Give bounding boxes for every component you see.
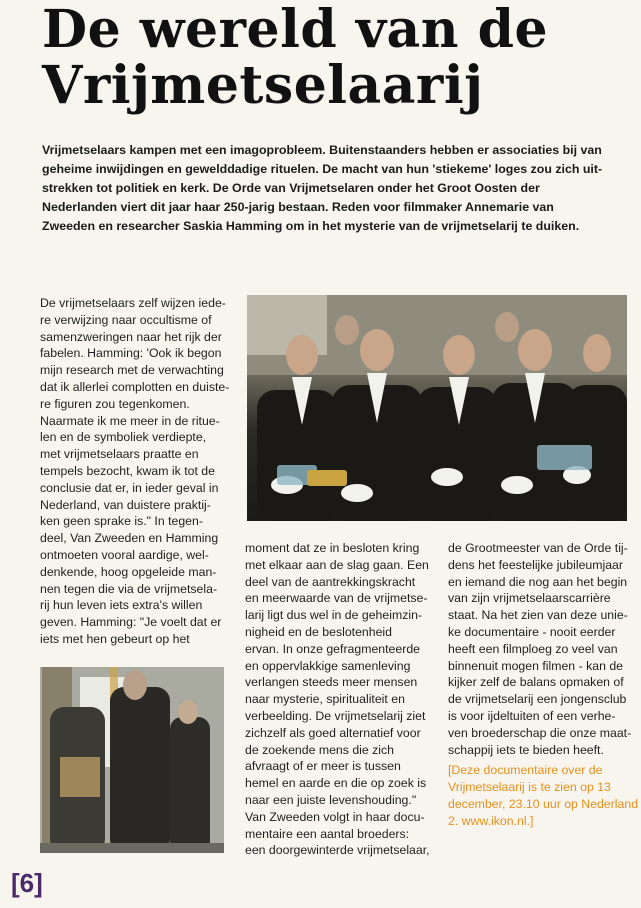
body-line: dat ik allerlei complotten en duiste- xyxy=(40,379,230,394)
body-line: de zoekende mens die zich xyxy=(245,742,395,757)
body-line: met elkaar aan de slag gaan. Een xyxy=(245,557,429,572)
title-line-1: De wereld van de xyxy=(42,0,549,60)
body-line: naar een juiste levenshouding." xyxy=(245,792,417,807)
body-line: Van Zweeden volgt in haar docu- xyxy=(245,809,425,824)
body-line: nen tegen die via de vrijmetsela- xyxy=(40,581,218,596)
body-line: staat. Na het zien van deze unie- xyxy=(448,608,628,623)
lead-line: geheime inwijdingen en gewelddadige rituelen. De macht van hun 'stiekeme' loges zou zich uit- xyxy=(42,162,603,176)
body-line: Nederland, van duistere praktij- xyxy=(40,497,211,512)
body-line: is voor ijdeltuiten of een verhe- xyxy=(448,708,616,723)
body-line: deel van de aantrekkingskracht xyxy=(245,574,416,589)
body-line: de vrijmetselarij een jongensclub xyxy=(448,692,627,707)
body-line: iets met hen gebeurt op het xyxy=(40,631,190,646)
note-line: Vrijmetselaarij is te zien op 13 xyxy=(448,780,611,795)
photo-illustration xyxy=(40,667,224,853)
body-line: zichzelf als goed alternatief voor xyxy=(245,725,421,740)
body-line: ke documentaire - nooit eerder xyxy=(448,624,616,639)
body-line: verlangen steeds meer mensen xyxy=(245,675,418,690)
body-line: naar mysterie, spiritualiteit en xyxy=(245,692,405,707)
body-line: heeft een filmploeg zo veel van xyxy=(448,641,618,656)
note-line: 2. www.ikon.nl.] xyxy=(448,813,534,828)
note-line: december, 23.10 uur op Nederland xyxy=(448,796,639,811)
body-line: en meerwaarde van de vrijmetse- xyxy=(245,591,428,606)
photo-ritual-room xyxy=(40,667,224,853)
body-column-3 xyxy=(448,540,638,830)
body-line: De vrijmetselaars zelf wijzen iede- xyxy=(40,296,226,310)
body-line: hemel en aarde en die op zoek is xyxy=(245,776,427,791)
body-line: en oppervlakkige samenleving xyxy=(245,658,411,673)
lead-line: strekken tot politiek en kerk. De Orde van Vrijmetselaren onder het Groot Oosten der xyxy=(42,181,540,195)
body-line: dens het feestelijke jubileumjaar xyxy=(448,557,623,572)
body-line: moment dat ze in besloten kring xyxy=(245,541,420,555)
body-column-1 xyxy=(40,295,240,648)
body-line: schappij iets te bieden heeft. xyxy=(448,742,604,757)
body-line: de Grootmeester van de Orde tij- xyxy=(448,541,628,555)
lead-line: Zweeden en researcher Saskia Hamming om in het mysterie van de vrijmetselarij te duiken. xyxy=(42,219,580,233)
body-line: mijn research met de verwachting xyxy=(40,363,224,378)
lead-line: Vrijmetselaars kampen met een imagoprobleem. Buitenstaanders hebben er associaties bij van xyxy=(42,143,602,157)
body-line: deel, Van Zweeden en Hamming xyxy=(40,531,219,546)
body-line: denkende, hoog opgeleide man- xyxy=(40,564,217,579)
page-number: [6] xyxy=(11,868,43,898)
lead-line: Nederlanden viert dit jaar haar 250-jarig bestaan. Reden voor filmmaker Annemarie van xyxy=(42,200,554,214)
body-line: van zijn vrijmetselaarscarrière xyxy=(448,591,611,606)
body-line: ontmoeten vooral aardige, wel- xyxy=(40,547,209,562)
broadcast-note xyxy=(448,762,638,829)
body-line: re verwijzing naar occultisme of xyxy=(40,312,212,327)
body-line: ervan. In onze gefragmenteerde xyxy=(245,641,421,656)
body-line: rij hun leven iets extra's willen xyxy=(40,598,203,613)
body-line: afvraagt of er meer is tussen xyxy=(245,759,401,774)
body-line: nigheid en de beslotenheid xyxy=(245,624,393,639)
body-line: conclusie dat er, in ieder geval in xyxy=(40,480,219,495)
body-line: Naarmate ik me meer in de ritue- xyxy=(40,413,220,428)
body-line: ven broederschap die onze maat- xyxy=(448,725,632,740)
body-line: len en de symboliek verdiepte, xyxy=(40,430,207,445)
body-line: met vrijmetselaars praatte en xyxy=(40,447,199,462)
photo-seated-freemasons xyxy=(247,295,627,521)
body-line: verbeelding. De vrijmetselarij ziet xyxy=(245,708,426,723)
body-line: een doorgewinterde vrijmetselaar, xyxy=(245,843,430,858)
body-line: samenzweringen naar het rijk der xyxy=(40,329,222,344)
body-line: ken geen sprake is." In tegen- xyxy=(40,514,203,529)
body-line: mentaire een aantal broeders: xyxy=(245,826,410,841)
body-line: en iemand die nog aan het begin xyxy=(448,574,628,589)
body-line: larij ligt dus wel in de geheimzin- xyxy=(245,608,423,623)
article-title xyxy=(42,2,602,114)
note-line: [Deze documentaire over de xyxy=(448,763,603,778)
body-line: tempels bezocht, kwam ik tot de xyxy=(40,463,215,478)
title-line-2: Vrijmetselaarij xyxy=(42,55,484,116)
body-line: fabelen. Hamming: 'Ook ik begon xyxy=(40,346,222,361)
body-line: re figuren zou tegenkomen. xyxy=(40,396,190,411)
body-column-2 xyxy=(245,540,445,859)
body-line: kijker zelf de balans opmaken of xyxy=(448,675,624,690)
body-line: geven. Hamming: "Je voelt dat er xyxy=(40,615,222,630)
photo-illustration xyxy=(247,295,627,521)
lead-paragraph xyxy=(42,141,602,236)
body-line: binnenuit mogen filmen - kan de xyxy=(448,658,623,673)
